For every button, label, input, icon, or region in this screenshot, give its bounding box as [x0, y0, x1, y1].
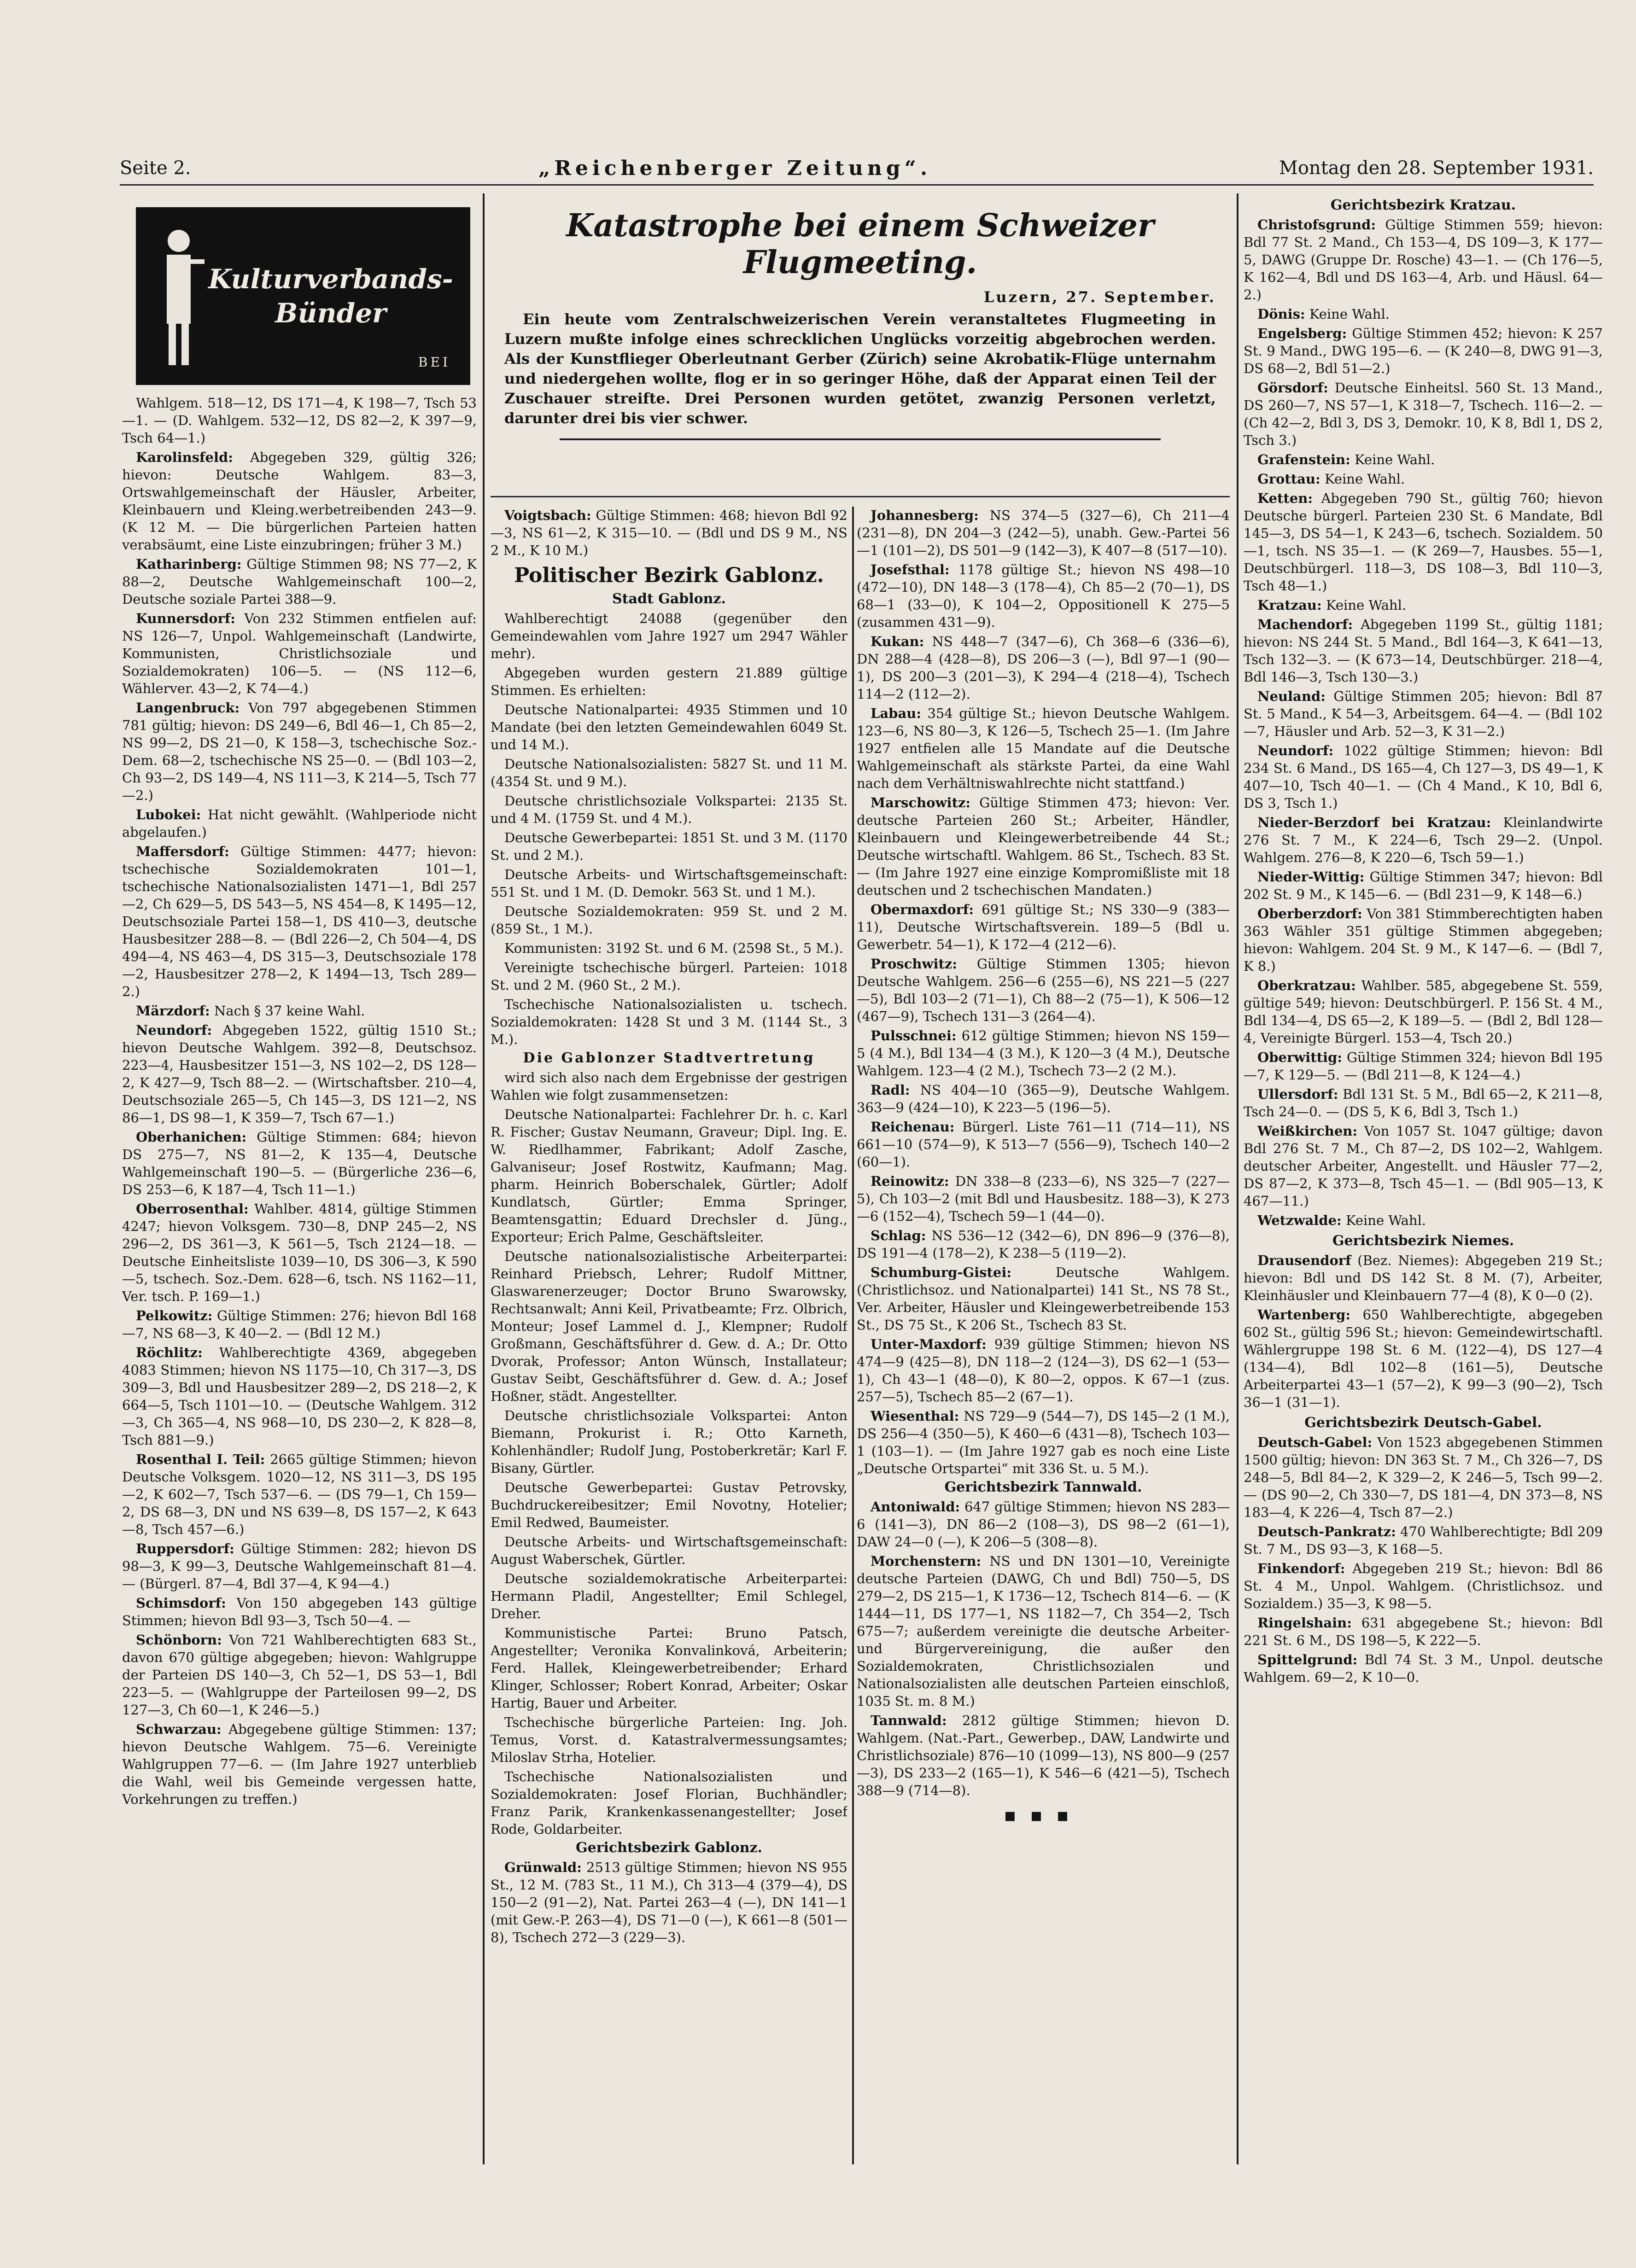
- election-result-entry: [1244, 1434, 1603, 1521]
- result-text: Von 150 abgegeben 143 gültige Stimmen; hievon Bdl 93—3, Tsch 50—4. —: [122, 1595, 477, 1628]
- place-name: Grottau:: [1257, 471, 1320, 487]
- place-name: Schönborn:: [136, 1632, 222, 1648]
- result-text: Gültige Stimmen 452; hievon: K 257 St. 9 Mand., DWG 195—6. — (K 240—8, DWG 91—3, DS 68—2, Bdl 51—2.): [1244, 326, 1603, 376]
- result-text: Deutsche Arbeits- und Wirtschaftsgemeinschaft: August Waberschek, Gürtler.: [491, 1534, 847, 1567]
- place-name: Weißkirchen:: [1257, 1123, 1358, 1139]
- subsection-heading: Stadt Gablonz.: [612, 591, 726, 607]
- place-name: Lubokei:: [136, 807, 201, 822]
- place-name: Wartenberg:: [1257, 1307, 1351, 1323]
- election-result-entry: [1244, 470, 1603, 488]
- result-text: Gültige Stimmen: 684; hievon DS 275—7, NS 81—2, K 135—4, Deutsche Wahlgemeinschaft 190—5. — (Bürgerliche 236—6, DS 253—6, K 187—4, Tsch 11—1.): [122, 1129, 477, 1197]
- election-result-entry: [1244, 868, 1603, 903]
- election-result-entry: [122, 1451, 477, 1538]
- election-result-entry: [1244, 814, 1603, 866]
- result-text: Gültige Stimmen 347; hievon: Bdl 202 St. 9 M., K 145—6. — (Bdl 231—9, K 148—6.): [1244, 869, 1603, 902]
- result-text: wird sich also nach dem Ergebnisse der gestrigen Wahlen wie folgt zusammensetzen:: [491, 1070, 847, 1103]
- election-result-entry: [122, 394, 477, 447]
- election-result-entry: [491, 1106, 847, 1246]
- end-ornament: ▪▪▪: [1004, 1805, 1083, 1826]
- result-text: Deutsche christlichsoziale Volkspartei: Anton Biemann, Prokurist i. R.; Otto Karneth, Kohlenhändler; Rudolf Jung, Postoberkretär; Karl F. Bisany, Gürtler.: [491, 1408, 847, 1476]
- election-result-entry: [1244, 1085, 1603, 1120]
- column-rule: [852, 507, 854, 2164]
- result-text: NS 536—12 (342—6), DN 896—9 (376—8), DS 191—4 (178—2), K 238—5 (119—2).: [857, 1228, 1230, 1261]
- place-name: Karolinsfeld:: [136, 449, 233, 465]
- place-name: Langenbruck:: [136, 700, 240, 716]
- election-result-entry: [857, 705, 1230, 792]
- election-result-entry: [1244, 742, 1603, 812]
- kulturverband-banner: [136, 207, 470, 385]
- page-header: [120, 152, 1594, 184]
- place-name: Neundorf:: [1257, 743, 1334, 758]
- result-text: Abgegeben 790 St., gültig 760; hievon Deutsche bürgerl. Parteien 230 St. 6 Mandate, Bdl 145—3, DS 54—1, K 243—6, tschech. Sozialdem. 50—1, tsch. NS 35—1. — (K 269—7, Hausbes. 55—1, Deutschbürgerl. 118—3, DS 108—3, Bdl 110—3, Tsch 48—1.): [1244, 490, 1603, 594]
- column-4: [1244, 193, 1603, 2164]
- newspaper-title: „Reichenberger Zeitung“.: [538, 156, 932, 180]
- election-result-entry: [857, 1335, 1230, 1405]
- election-result-entry: [122, 1631, 477, 1719]
- election-result-entry: [491, 1069, 847, 1104]
- election-result-entry: [122, 699, 477, 804]
- result-text: Deutsche Sozialdemokraten: 959 St. und 2 M. (859 St., 1 M.).: [491, 904, 847, 937]
- election-result-entry: [122, 1594, 477, 1629]
- place-name: Wetzwalde:: [1257, 1213, 1342, 1228]
- district-heading: Gerichtsbezirk Niemes.: [1332, 1233, 1514, 1249]
- election-result-entry: [491, 1768, 847, 1838]
- election-result-entry: [122, 610, 477, 697]
- result-text: Deutsche nationalsozialistische Arbeiterpartei: Reinhard Priebsch, Lehrer; Rudolf Mittner, Glaswarenerzeuger; Doctor Bruno Swarowsky, Rechtsanwalt; Anni Keil, Privatbeamte; Frz. Olbrich, Monteur; Josef Lammel d. J., Klempner; Rudolf Großmann, Geschäftsführer d. Gew. d. A.; Dr. Otto Dvorak, Professor; Anton Wünsch, Installateur; Gustav Seibt, Geschäftsführer d. Gew. d. A.; Josef Hoßner, städt. Angestellter.: [491, 1248, 847, 1404]
- election-result-entry: [491, 1624, 847, 1712]
- place-name: Dönis:: [1257, 306, 1305, 322]
- result-text: Gültige Stimmen: 276; hievon Bdl 168—7, NS 68—3, K 40—2. — (Bdl 12 M.): [122, 1308, 477, 1341]
- result-text: Gültige Stimmen 205; hievon: Bdl 87 St. 5 Mand., K 54—3, Arbeitsgem. 64—4. — (Bdl 102—7, Häusler und Arb. 52—3, K 31—2.): [1244, 688, 1603, 739]
- result-text: 470 Wahlberechtigte; Bdl 209 St. 7 M., DS 93—3, K 168—5.: [1244, 1524, 1603, 1557]
- election-result-entry: [1244, 1122, 1603, 1210]
- election-result-entry: [491, 610, 847, 662]
- place-name: Ullersdorf:: [1257, 1086, 1338, 1102]
- result-text: 1178 gültige St.; hievon NS 498—10 (472—10), DN 148—3 (178—4), Ch 85—2 (70—1), DS 68—1 (33—0), K 104—2, Oppositionell K 275—5 (zusammen 431—9).: [857, 562, 1230, 630]
- result-text: Von 1057 St. 1047 gültige; davon Bdl 276 St. 7 M., Ch 87—2, DS 102—2, Wahlgem. deutscher Arbeiter, Angestellt. und Häusler 77—2, DS 87—2, K 373—8, Tsch 45—1. — (Bdl 905—13, K 467—11.): [1244, 1123, 1603, 1209]
- section-heading: Politischer Bezirk Gablonz.: [514, 564, 824, 587]
- election-result-entry: [491, 664, 847, 699]
- result-text: 650 Wahlberechtigte, abgegeben 602 St., gültig 596 St.; hievon: Gemeindewirtschaftl. Wählergruppe 198 St. 6 M. (122—4), DS 127—4 (134—4), Bdl 102—8 (161—5), Deutsche Arbeiterpartei 43—1 (57—2), K 99—3 (90—2), Tsch 36—1 (31—1).: [1244, 1307, 1603, 1410]
- result-text: Von 381 Stimmberechtigten haben 363 Wähler 351 gültige Stimmen abgegeben; hievon: Wahlgem. 204 St. 9 M., K 147—6. — (Bdl 7, K 8.): [1244, 906, 1603, 974]
- figure-illustration: [151, 222, 206, 370]
- place-name: Oberberzdorf:: [1257, 906, 1362, 921]
- election-result-entry: [1244, 596, 1603, 614]
- place-name: Finkendorf:: [1257, 1561, 1345, 1576]
- column-2: [491, 507, 847, 2164]
- result-text: Bdl 131 St. 5 M., Bdl 65—2, K 211—8, Tsch 24—0. — (DS 5, K 6, Bdl 3, Tsch 1.): [1244, 1086, 1603, 1119]
- place-name: Kratzau:: [1257, 597, 1322, 613]
- election-result-entry: [491, 1714, 847, 1766]
- place-name: Kukan:: [871, 634, 924, 649]
- election-result-entry: [1244, 977, 1603, 1047]
- place-name: Engelsberg:: [1257, 326, 1347, 341]
- place-name: Kunnersdorf:: [136, 611, 235, 626]
- subsection-heading: Gerichtsbezirk Gablonz.: [576, 1840, 762, 1856]
- election-result-entry: [1244, 379, 1603, 449]
- place-name: Drausendorf: [1257, 1253, 1351, 1268]
- election-result-entry: [491, 701, 847, 753]
- election-result-entry: [1244, 1212, 1603, 1229]
- place-name: Röchlitz:: [136, 1345, 203, 1360]
- election-result-entry: [857, 1081, 1230, 1116]
- column-rule: [1237, 193, 1239, 2164]
- place-name: Tannwald:: [871, 1713, 947, 1728]
- election-result-entry: [491, 866, 847, 901]
- election-result-entry: [1244, 1614, 1603, 1649]
- feature-divider: [560, 438, 1161, 440]
- place-name: Oberwittig:: [1257, 1049, 1343, 1065]
- place-name: Deutsch-Gabel:: [1257, 1434, 1373, 1450]
- election-result-entry: [491, 1248, 847, 1405]
- place-name: Schimsdorf:: [136, 1595, 226, 1611]
- election-result-entry: [857, 1498, 1230, 1551]
- election-result-entry: [857, 1172, 1230, 1225]
- election-result-entry: [1244, 1306, 1603, 1411]
- result-text: 612 gültige Stimmen; hievon NS 159—5 (4 M.), Bdl 134—4 (3 M.), K 120—3 (4 M.), Deutsche Wahlgem. 123—4 (2 M.), Tschech 73—2 (2 M.).: [857, 1028, 1230, 1079]
- place-name: Nieder-Berzdorf bei Kratzau:: [1257, 815, 1491, 830]
- place-name: Ketten:: [1257, 490, 1313, 506]
- election-result-entry: [491, 959, 847, 994]
- result-text: Keine Wahl.: [1309, 306, 1390, 322]
- election-result-entry: [1244, 1049, 1603, 1084]
- election-result-entry: [491, 1570, 847, 1622]
- election-result-entry: [857, 901, 1230, 953]
- election-result-entry: [857, 633, 1230, 703]
- place-name: Neuland:: [1257, 688, 1326, 704]
- election-result-entry: [857, 1027, 1230, 1079]
- result-text: Gültige Stimmen: 468; hievon Bdl 92—3, NS 61—2, K 315—10. — (Bdl und DS 9 M., NS 2 M., K 10 M.): [491, 507, 847, 558]
- place-name: Grafenstein:: [1257, 452, 1350, 467]
- election-result-entry: [1244, 305, 1603, 323]
- place-name: Voigtsbach:: [504, 507, 591, 523]
- election-result-entry: [1244, 216, 1603, 303]
- election-result-entry: [1244, 905, 1603, 975]
- result-text: Wahlberechtigt 24088 (gegenüber den Gemeindewahlen vom Jahre 1927 um 2947 Wähler mehr).: [491, 611, 847, 661]
- election-result-entry: [1244, 1560, 1603, 1612]
- election-result-entry: [491, 1859, 847, 1946]
- election-result-entry: [491, 755, 847, 790]
- election-result-entry: [491, 1479, 847, 1531]
- result-text: Von 232 Stimmen entfielen auf: NS 126—7, Unpol. Wahlgemeinschaft (Landwirte, Kommunisten, Christlichsoziale und Sozialdemokraten) 106—5. — (NS 112—6, Wählerver. 43—2, K 74—4.): [122, 611, 477, 696]
- result-text: Gültige Stimmen: 282; hievon DS 98—3, K 99—3, Deutsche Wahlgemeinschaft 81—4. — (Bürgerl. 87—4, Bdl 37—4, K 94—4.): [122, 1541, 477, 1592]
- result-text: Abgegeben 1522, gültig 1510 St.; hievon Deutsche Wahlgem. 392—8, Deutschsoz. 223—4, Hausbesitzer 151—3, NS 102—2, DS 128—2, K 427—9, Tsch 88—2. — (Wirtschaftsber. 210—4, Deutschsoziale 265—5, Ch 145—3, DS 121—2, NS 86—1, DS 98—1, K 359—7, Tsch 67—1.): [122, 1022, 477, 1125]
- result-text: Vereinigte tschechische bürgerl. Parteien: 1018 St. und 2 M. (960 St., 2 M.).: [491, 960, 847, 993]
- place-name: Wiesenthal:: [871, 1408, 959, 1424]
- election-result-entry: [1244, 451, 1603, 468]
- result-text: Bdl 74 St. 3 M., Unpol. deutsche Wahlgem. 69—2, K 10—0.: [1244, 1652, 1603, 1685]
- election-result-entry: [857, 955, 1230, 1025]
- result-text: Gültige Stimmen 559; hievon: Bdl 77 St. 2 Mand., Ch 153—4, DS 109—3, K 177—5, DAWG (Gruppe Dr. Rosche) 43—1. — (Ch 176—5, K 162—4, Bdl und DS 163—4, Arb. und Häusl. 64—2.): [1244, 217, 1603, 303]
- result-text: 691 gültige St.; NS 330—9 (383—11), Deutsche Wirtschaftsverein. 189—5 (Bdl u. Gewerbetr. 54—1), K 172—4 (212—6).: [857, 902, 1230, 952]
- election-result-entry: [122, 1128, 477, 1198]
- election-result-entry: [122, 1344, 477, 1449]
- election-result-entry: [491, 996, 847, 1048]
- election-result-entry: [1244, 1523, 1603, 1558]
- result-text: 647 gültige Stimmen; hievon NS 283—6 (141—3), DN 86—2 (108—3), DS 98—2 (61—1), DAW 24—0 (—), K 206—5 (308—8).: [857, 1499, 1230, 1550]
- banner-small-text: BEI: [418, 355, 450, 370]
- result-text: Nach § 37 keine Wahl.: [214, 1003, 365, 1019]
- result-text: Keine Wahl.: [1324, 471, 1405, 487]
- election-result-entry: [491, 1407, 847, 1477]
- place-name: Schumburg-Gistei:: [871, 1265, 1012, 1280]
- result-text: 2665 gültige Stimmen; hievon Deutsche Volksgem. 1020—12, NS 311—3, DS 195—2, K 602—7, Tsch 537—6. — (DS 79—1, Ch 159—2, DS 68—3, DN und NS 639—8, DS 157—2, K 643—8, Tsch 457—6.): [122, 1452, 477, 1537]
- result-text: 939 gültige Stimmen; hievon NS 474—9 (425—8), DN 118—2 (124—3), DS 62—1 (53—1), Ch 43—1 (48—0), K 80—2, oppos. K 67—1 (zus. 257—5), Tschech 85—2 (67—1).: [857, 1336, 1230, 1405]
- place-name: Josefsthal:: [871, 562, 950, 577]
- election-result-entry: [122, 1720, 477, 1808]
- election-result-entry: [122, 843, 477, 1000]
- result-text: Tschechische Nationalsozialisten u. tschech. Sozialdemokraten: 1428 St und 3 M. (1144 St., 3 M.).: [491, 997, 847, 1047]
- result-text: Deutsche Nationalpartei: 4935 Stimmen und 10 Mandate (bei den letzten Gemeindewahlen 6049 St. und 14 M.).: [491, 702, 847, 752]
- result-text: Abgegeben 219 St.; hievon: Bdl 86 St. 4 M., Unpol. Wahlgem. (Christlichsoz. und Sozialdem.) 35—3, K 98—5.: [1244, 1561, 1603, 1611]
- district-heading: Gerichtsbezirk Deutsch-Gabel.: [1304, 1415, 1542, 1431]
- result-text: 631 abgegebene St.; hievon: Bdl 221 St. 6 M., DS 198—5, K 222—5.: [1244, 1615, 1603, 1648]
- place-name: Johannesberg:: [871, 507, 979, 523]
- result-text: Deutsche Nationalsozialisten: 5827 St. und 11 M. (4354 St. und 9 M.).: [491, 756, 847, 789]
- place-name: Reichenau:: [871, 1119, 955, 1135]
- place-name: Ringelshain:: [1257, 1615, 1352, 1631]
- election-result-entry: [857, 1712, 1230, 1799]
- result-text: 2513 gültige Stimmen; hievon NS 955 St., 12 M. (783 St., 11 M.), Ch 313—4 (379—4), DS 150—2 (91—2), Nat. Partei 263—4 (—), DN 141—1 (mit Gew.-P. 263—4), DS 71—0 (—), K 661—8 (501—8), Tschech 272—3 (229—3).: [491, 1860, 847, 1945]
- place-name: Katharinberg:: [136, 556, 242, 572]
- result-text: (Bez. Niemes): Abgegeben 219 St.; hievon: Bdl und DS 142 St. 8 M. (7), Arbeiter, Kleinhäusler und Kleinbauern 77—4 (8), K 0—0 (2).: [1244, 1253, 1603, 1303]
- place-name: Reinowitz:: [871, 1173, 949, 1189]
- place-name: Oberrosenthal:: [136, 1201, 249, 1217]
- result-text: Deutsche Einheitsl. 560 St. 13 Mand., DS 260—7, NS 57—1, K 318—7, Tschech. 116—2. — (Ch 42—2, Bdl 3, DS 3, Demokr. 10, K 8, Bdl 1, DS 2, Tsch 3.): [1244, 380, 1603, 448]
- election-result-entry: [1244, 688, 1603, 740]
- result-text: 2812 gültige Stimmen; hievon D. Wahlgem. (Nat.-Part., Gewerbep., DAW, Landwirte und Christlichsoziale) 876—10 (1099—13), NS 800—9 (257—3), DS 233—2 (165—1), K 546—6 (421—5), Tschech 388—9 (714—8).: [857, 1713, 1230, 1798]
- election-result-entry: [857, 1264, 1230, 1334]
- subsection-heading: Gerichtsbezirk Tannwald.: [944, 1479, 1142, 1495]
- district-heading: Gerichtsbezirk Kratzau.: [1330, 197, 1516, 213]
- result-text: NS 404—10 (365—9), Deutsche Wahlgem. 363—9 (424—10), K 223—5 (196—5).: [857, 1082, 1230, 1115]
- place-name: Radl:: [871, 1082, 910, 1098]
- result-text: Hat nicht gewählt. (Wahlperiode nicht abgelaufen.): [122, 807, 477, 840]
- election-result-entry: [122, 806, 477, 841]
- result-text: 354 gültige St.; hievon Deutsche Wahlgem. 123—6, NS 80—3, K 126—5, Tschech 25—1. (Im Jahre 1927 entfielen alle 15 Mandate auf die Deutsche Wahlgemeinschaft als stärkste Partei, da eine Wahl nach dem Verhältniswahlrechte nicht stattfand.): [857, 705, 1230, 791]
- election-result-entry: [1244, 616, 1603, 686]
- election-result-entry: [491, 507, 847, 559]
- feature-headline: Katastrophe bei einem Schweizer Flugmeeting.: [566, 207, 1154, 281]
- election-result-entry: [491, 829, 847, 864]
- election-result-entry: [122, 1200, 477, 1305]
- result-text: Abgegebene gültige Stimmen: 137; hievon Deutsche Wahlgem. 75—6. Vereinigte Wahlgruppen 77—6. — (Im Jahre 1927 unterblieb die Wahl, weil bis Gemeinde vergessen hatte, Vorkehrungen zu treffen.): [122, 1721, 477, 1807]
- election-result-entry: [1244, 1252, 1603, 1304]
- election-result-entry: [1244, 325, 1603, 377]
- election-result-entry: [857, 794, 1230, 899]
- result-text: Gültige Stimmen: 4477; hievon: tschechische Sozialdemokraten 101—1, tschechische Nationalsozialisten 1471—1, Bdl 257—2, Ch 629—5, DS 543—5, NS 454—8, K 1495—12, Deutschsoziale Partei 158—1, DS 410—3, deutsche Hausbesitzer 288—8. — (Bdl 226—2, Ch 504—4, DS 494—4, NS 463—4, DS 315—3, Deutschsoziale 178—2, Hausbesitzer 278—2, K 1494—13, Tsch 289—2.): [122, 844, 477, 999]
- election-result-entry: [857, 1552, 1230, 1710]
- place-name: Pelkowitz:: [136, 1308, 213, 1323]
- result-text: Von 797 abgegebenen Stimmen 781 gültig; hievon: DS 249—6, Bdl 46—1, Ch 85—2, NS 99—2, DS 21—0, K 158—3, tschechische Soz.-Dem. 68—2, tschechische NS 25—0. — (Bdl 103—2, Ch 93—2, DS 149—4, NS 111—3, K 214—5, Tsch 77—2.): [122, 700, 477, 803]
- election-result-entry: [1244, 1651, 1603, 1686]
- result-text: Keine Wahl.: [1345, 1213, 1426, 1228]
- result-text: Abgegeben wurden gestern 21.889 gültige Stimmen. Es erhielten:: [491, 665, 847, 698]
- result-text: Abgegeben 1199 St., gültig 1181; hievon: NS 244 St. 5 Mand., Bdl 164—3, K 641—13, Tsch 132—3. — (K 673—14, Deutschbürger. 218—4, Bdl 146—3, Tsch 130—3.): [1244, 617, 1603, 685]
- result-text: Deutsche Wahlgem. (Christlichsoz. und Nationalpartei) 141 St., NS 78 St., Ver. Arbeiter, Häusler und Kleingewerbetreibende 153 St., DS 75 St., K 206 St., Tschech 83 St.: [857, 1265, 1230, 1333]
- column-1: [122, 193, 477, 2164]
- result-text: Gültige Stimmen 1305; hievon Deutsche Wahlgem. 256—6 (255—6), NS 221—5 (227—5), Bdl 103—2 (71—1), Ch 88—2 (75—1), K 506—12 (467—9), Tschech 131—3 (264—4).: [857, 956, 1230, 1024]
- result-text: Tschechische bürgerliche Parteien: Ing. Joh. Temus, Vorst. d. Katastralvermessungsamtes; Miloslav Strha, Hotelier.: [491, 1714, 847, 1765]
- election-result-entry: [491, 1533, 847, 1568]
- result-text: Wahlber. 4814, gültige Stimmen 4247; hievon Volksgem. 730—8, DNP 245—2, NS 296—2, DS 361—3, K 561—5, Tsch 2124—18. — Deutsche Einheitsliste 1039—10, DS 306—3, K 590—5, tschech. Soz.-Dem. 628—6, tsch. NS 1162—11, Ver. tsch. P. 169—1.): [122, 1201, 477, 1304]
- result-text: Deutsche Gewerbepartei: Gustav Petrovsky, Buchdruckereibesitzer; Emil Novotny, Hotelier; Emil Redwed, Baumeister.: [491, 1480, 847, 1530]
- subsection-heading: Die Gablonzer Stadtvertretung: [523, 1050, 815, 1066]
- election-result-entry: [122, 1021, 477, 1126]
- place-name: Schwarzau:: [136, 1721, 222, 1737]
- place-name: Neundorf:: [136, 1022, 212, 1038]
- election-result-entry: [491, 903, 847, 938]
- result-text: Deutsche Gewerbepartei: 1851 St. und 3 M. (1170 St. und 2 M.).: [491, 830, 847, 863]
- result-text: NS 448—7 (347—6), Ch 368—6 (336—6), DN 288—4 (428—8), DS 206—3 (—), Bdl 97—1 (90—1), DS 200—3 (201—3), K 294—4 (218—4), Tschech 114—2 (112—2).: [857, 634, 1230, 702]
- election-result-entry: [122, 449, 477, 554]
- result-text: Deutsche sozialdemokratische Arbeiterpartei: Hermann Pladil, Angestellter; Emil Schlegel, Dreher.: [491, 1571, 847, 1621]
- place-name: Oberhanichen:: [136, 1129, 247, 1145]
- place-name: Grünwald:: [504, 1860, 582, 1875]
- place-name: Obermaxdorf:: [871, 902, 974, 917]
- election-result-entry: [857, 507, 1230, 559]
- election-result-entry: [491, 939, 847, 957]
- result-text: Keine Wahl.: [1326, 597, 1407, 613]
- result-text: Von 1523 abgegebenen Stimmen 1500 gültig; hievon: DN 363 St. 7 M., Ch 326—7, DS 248—5, Bdl 84—2, K 329—2, K 246—5, Tsch 99—2. — (DS 90—2, Ch 330—7, DS 181—4, DN 373—8, NS 183—4, K 226—4, Tsch 87—2.): [1244, 1434, 1603, 1520]
- feature-lead: Ein heute vom Zentralschweizerischen Verein veranstaltetes Flugmeeting in Luzern mußte infolge eines schrecklichen Unglücks vorzeitig abgebrochen werden. Als der Kunstflieger Oberleutnant Gerber (Zürich) seine Akrobatik-Flüge unternahm und niedergehen wollte, flog er in so geringer Höhe, daß der Apparat einen Teil der Zuschauer streifte. Drei Personen wurden getötet, zwanzig Personen verletzt, darunter drei bis vier schwer.: [504, 310, 1216, 427]
- result-text: Gültige Stimmen 473; hievon: Ver. deutsche Parteien 260 St.; Arbeiter, Händler, Kleinbauern und Kleingewerbetreibende 44 St.; Deutsche wirtschaftl. Wahlgem. 86 St., Tschech. 83 St. — (Im Jahre 1927 eine einzige Kompromißliste mit 18 deutschen und 2 tschechischen Mandaten.): [857, 795, 1230, 898]
- result-text: Deutsche Arbeits- und Wirtschaftsgemeinschaft: 551 St. und 1 M. (D. Demokr. 563 St. und 1 M.).: [491, 867, 847, 900]
- place-name: Labau:: [871, 705, 922, 721]
- place-name: Schlag:: [871, 1228, 926, 1243]
- result-text: 1022 gültige Stimmen; hievon: Bdl 234 St. 6 Mand., DS 165—4, Ch 127—3, DS 49—1, K 407—10, Tsch 40—1. — (Ch 4 Mand., K 10, Bdl 6, DS 3, Tsch 1.): [1244, 743, 1603, 811]
- result-text: Kommunisten: 3192 St. und 6 M. (2598 St., 5 M.).: [504, 940, 843, 956]
- election-result-entry: [122, 1540, 477, 1592]
- column-rule: [483, 193, 485, 2164]
- column-3: [857, 507, 1230, 2164]
- election-result-entry: [857, 561, 1230, 631]
- result-text: Abgegeben 329, gültig 326; hievon: Deutsche Wahlgem. 83—3, Ortswahlgemeinschaft der Häusler, Arbeiter, Kleinbauern und Kleing.werbetreibenden 243—9. (K 12 M. — Die bürgerlichen Parteien hatten verabsäumt, eine Liste einzubringen; früher 3 M.): [122, 449, 477, 553]
- place-name: Antoniwald:: [871, 1499, 960, 1515]
- election-result-entry: [857, 1227, 1230, 1262]
- place-name: Unter-Maxdorf:: [871, 1336, 987, 1352]
- election-result-entry: [122, 555, 477, 608]
- place-name: Spittelgrund:: [1257, 1652, 1358, 1667]
- result-text: Wahlber. 585, abgegebene St. 559, gültige 549; hievon: Deutschbürgerl. P. 156 St. 4 M., Bdl 134—4, DS 65—2, K 189—5. — (Bdl 2, Bdl 128—4, Vereinigte Bürgerl. 153—4, Tsch 20.): [1244, 978, 1603, 1046]
- result-text: NS 729—9 (544—7), DS 145—2 (1 M.), DS 256—4 (350—5), K 460—6 (431—8), Tschech 103—1 (103—1). — (Im Jahre 1927 gab es noch eine Liste „Deutsche Ortspartei“ mit 336 St. u. 5 M.).: [857, 1408, 1230, 1476]
- issue-date: Montag den 28. September 1931.: [1279, 157, 1594, 179]
- place-name: Görsdorf:: [1257, 380, 1328, 396]
- election-result-entry: [122, 1307, 477, 1342]
- result-text: NS 374—5 (327—6), Ch 211—4 (231—8), DN 204—3 (242—5), unabh. Gew.-Partei 56—1 (101—2), DS 501—9 (142—3), K 407—8 (517—10).: [857, 507, 1230, 558]
- result-text: Wahlberechtigte 4369, abgegeben 4083 Stimmen; hievon NS 1175—10, Ch 317—3, DS 309—3, Bdl und Hausbesitzer 289—2, DS 218—2, K 664—5, Tsch 1101—10. — (Deutsche Wahlgem. 312—3, Ch 365—4, NS 968—10, DS 230—2, K 828—8, Tsch 881—9.): [122, 1345, 477, 1448]
- banner-title: Kulturverbands-Bünder: [208, 263, 453, 329]
- result-text: Tschechische Nationalsozialisten und Sozialdemokraten: Josef Florian, Buchhändler; Franz Parik, Krankenkassenangestellter; Josef Rode, Goldarbeiter.: [491, 1769, 847, 1837]
- result-text: Deutsche christlichsoziale Volkspartei: 2135 St. und 4 M. (1759 St. und 4 M.).: [491, 793, 847, 826]
- election-result-entry: [857, 1118, 1230, 1171]
- place-name: Pulsschnei:: [871, 1028, 957, 1044]
- result-text: Wahlgem. 518—12, DS 171—4, K 198—7, Tsch 53—1. — (D. Wahlgem. 532—12, DS 82—2, K 397—9, Tsch 64—1.): [122, 395, 477, 446]
- place-name: Christofsgrund:: [1257, 217, 1376, 233]
- election-result-entry: [122, 1002, 477, 1020]
- place-name: Proschwitz:: [871, 956, 958, 972]
- result-text: Kleinlandwirte 276 St. 7 M., K 224—6, Tsch 29—2. (Unpol. Wahlgem. 276—8, K 220—6, Tsch 59—1.): [1244, 815, 1603, 865]
- place-name: Deutsch-Pankratz:: [1257, 1524, 1396, 1539]
- result-text: Gültige Stimmen 98; NS 77—2, K 88—2, Deutsche Wahlgemeinschaft 100—2, Deutsche soziale Partei 388—9.: [122, 556, 477, 607]
- result-text: Deutsche Nationalpartei: Fachlehrer Dr. h. c. Karl R. Fischer; Gustav Neumann, Graveur; Dipl. Ing. E. W. Riedlhammer, Fabrikant; Adolf Zasche, Galvaniseur; Josef Rostwitz, Kaufmann; Mag. pharm. Heinrich Boberschalek, Gürtler; Adolf Kundlatsch, Gürtler; Emma Springer, Beamtensgattin; Eduard Drechsler d. Jüng., Exporteur; Erich Palme, Geschäftsleiter.: [491, 1107, 847, 1245]
- result-text: Von 721 Wahlberechtigten 683 St., davon 670 gültige abgegeben; hievon: Wahlgruppe der Parteien DS 140—3, Ch 52—1, DS 53—1, Bdl 223—5. — (Wahlgruppe der Parteilosen 99—2, DS 127—3, Ch 60—1, K 246—5.): [122, 1632, 477, 1718]
- result-text: Keine Wahl.: [1355, 452, 1435, 467]
- page-number: Seite 2.: [120, 157, 191, 179]
- header-rule: [120, 184, 1594, 186]
- place-name: Rosenthal I. Teil:: [136, 1452, 265, 1467]
- result-text: Kommunistische Partei: Bruno Patsch, Angestellter; Veronika Konvalinková, Arbeiterin; Ferd. Hallek, Kleingewerbetreibender; Erhard Klinger, Schlosser; Robert Konrad, Arbeiter; Oskar Hartig, Bauer und Arbeiter.: [491, 1625, 847, 1711]
- election-result-entry: [857, 1407, 1230, 1477]
- result-text: Gültige Stimmen 324; hievon Bdl 195—7, K 129—5. — (Bdl 211—8, K 124—4.): [1244, 1049, 1603, 1083]
- place-name: Nieder-Wittig:: [1257, 869, 1365, 885]
- result-text: NS und DN 1301—10, Vereinigte deutsche Parteien (DAWG, Ch und Bdl) 750—5, DS 279—2, DS 215—1, K 1736—12, Tschech 814—6. — (K 1444—11, DS 177—1, NS 1182—7, Ch 354—2, Tsch 675—7; außerdem vereinigte die deutsche Arbeiter- und Bürgervereinigung, die außer den Sozialdemokraten, Christlichsozialen und Nationalsozialisten alle deutschen Parteien einschloß, 1035 St. m. 8 M.): [857, 1553, 1230, 1709]
- place-name: Marschowitz:: [871, 795, 971, 810]
- place-name: Ruppersdorf:: [136, 1541, 234, 1557]
- result-text: Bürgerl. Liste 761—11 (714—11), NS 661—10 (574—9), K 513—7 (556—9), Tschech 140—2 (60—1).: [857, 1119, 1230, 1170]
- place-name: Maffersdorf:: [136, 844, 229, 859]
- election-result-entry: [491, 792, 847, 827]
- place-name: Morchenstern:: [871, 1553, 982, 1569]
- place-name: Machendorf:: [1257, 617, 1353, 632]
- result-text: DN 338—8 (233—6), NS 325—7 (227—5), Ch 103—2 (mit Bdl und Hausbesitz. 188—3), K 273—6 (152—4), Tschech 59—1 (44—0).: [857, 1173, 1230, 1224]
- place-name: Oberkratzau:: [1257, 978, 1356, 993]
- feature-article: [491, 193, 1230, 497]
- feature-dateline: Luzern, 27. September.: [983, 288, 1216, 306]
- election-result-entry: [1244, 490, 1603, 595]
- place-name: Märzdorf:: [136, 1003, 210, 1019]
